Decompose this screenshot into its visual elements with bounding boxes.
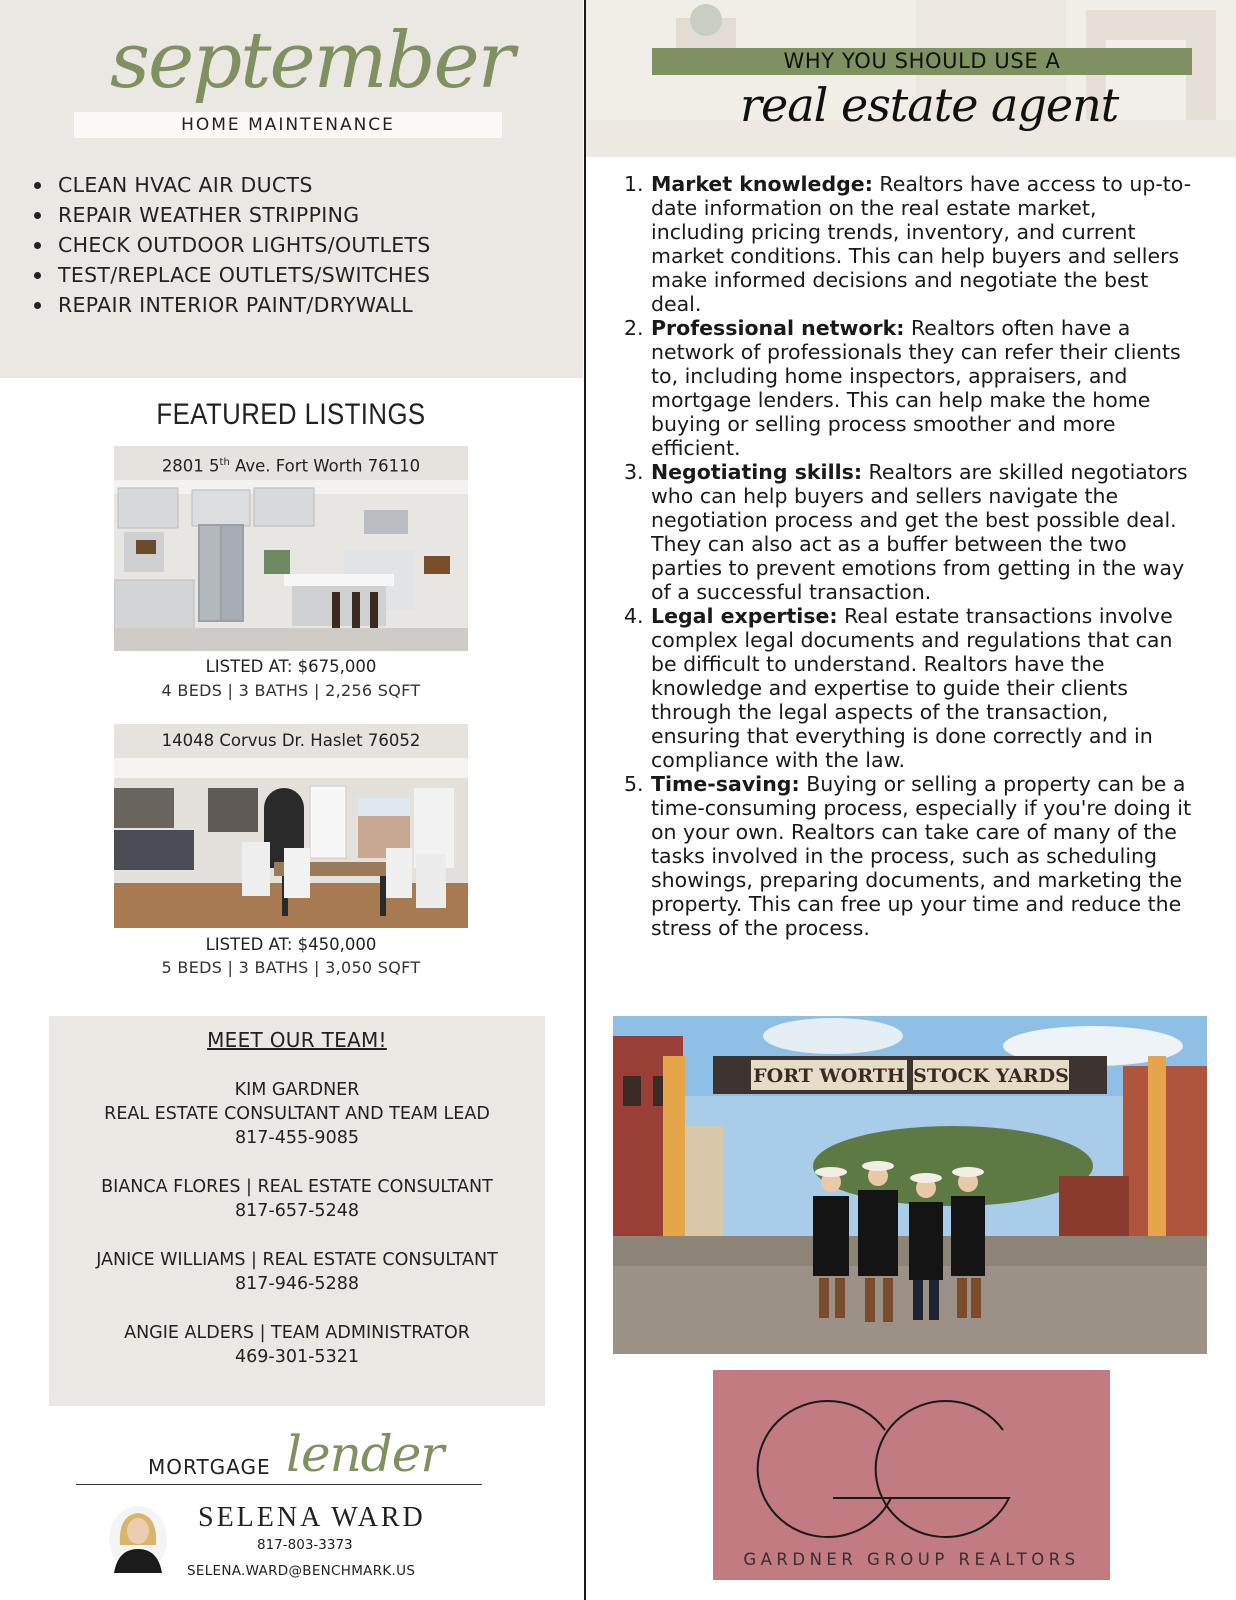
list-item: 1. Market knowledge: Realtors have access to up-to-date information on the real estate market, including pricing trends, inventory, and current market conditions. This can help buyers and sellers make informed decisions and negotiate the best deal.: [624, 172, 1192, 316]
list-item: CHECK OUTDOOR LIGHTS/OUTLETS: [30, 230, 431, 260]
sign-right-text: STOCK YARDS: [913, 1065, 1069, 1087]
maintenance-label: HOME MAINTENANCE: [74, 112, 502, 138]
list-item: REPAIR INTERIOR PAINT/DRYWALL: [30, 290, 431, 320]
gardner-group-logo: [713, 1370, 1110, 1580]
why-band: WHY YOU SHOULD USE A: [652, 48, 1192, 75]
sign-left-text: FORT WORTH: [753, 1065, 905, 1087]
dining-room-photo-icon: [114, 758, 468, 928]
lender-phone: 817-803-3373: [257, 1537, 353, 1553]
listing-1-specs: 4 BEDS | 3 BATHS | 2,256 SQFT: [161, 681, 421, 700]
lender-name: SELENA WARD: [198, 1502, 426, 1533]
team-member-1: BIANCA FLORES | REAL ESTATE CONSULTANT: [101, 1177, 493, 1197]
team-member-2: JANICE WILLIAMS | REAL ESTATE CONSULTANT: [96, 1250, 498, 1270]
team-lead-role: REAL ESTATE CONSULTANT AND TEAM LEAD: [104, 1104, 490, 1124]
team-photo-icon: [613, 1016, 1207, 1354]
maintenance-list: [30, 170, 431, 320]
mortgage-label: MORTGAGE: [148, 1455, 271, 1479]
team-member-3: ANGIE ALDERS | TEAM ADMINISTRATOR: [124, 1323, 470, 1343]
logo-text: GARDNER GROUP REALTORS: [743, 1550, 1080, 1569]
listing-2-specs: 5 BEDS | 3 BATHS | 3,050 SQFT: [161, 958, 421, 977]
featured-listings-title: FEATURED LISTINGS: [156, 398, 426, 431]
team-member-1-phone: 817-657-5248: [235, 1201, 359, 1221]
list-item: 4. Legal expertise: Real estate transactions involve complex legal documents and regulations that can be difficult to understand. Realtors have the knowledge and expertise to guide their clients through the legal aspects of the transaction, ensuring that everything is done correctly and in compliance with the law.: [624, 604, 1173, 772]
list-item: REPAIR WEATHER STRIPPING: [30, 200, 431, 230]
reasons-list: [624, 172, 1195, 940]
kitchen-photo-icon: [114, 480, 468, 651]
stockyards-photo[interactable]: [613, 1016, 1207, 1354]
listing-2-price: LISTED AT: $450,000: [205, 935, 377, 954]
listing-2-photo[interactable]: [114, 758, 468, 928]
team-title: MEET OUR TEAM!: [207, 1028, 387, 1052]
lender-script: lender: [286, 1425, 444, 1483]
why-script: real estate agent: [740, 78, 1119, 132]
list-item: 2. Professional network: Realtors often have a network of professionals they can refer their clients to, including home inspectors, appraisers, and mortgage lenders. This can help make the home buying or selling process smoother and more efficient.: [624, 316, 1181, 460]
list-item: TEST/REPLACE OUTLETS/SWITCHES: [30, 260, 431, 290]
listing-2-address: 14048 Corvus Dr. Haslet 76052: [114, 724, 468, 758]
list-item: 5. Time-saving: Buying or selling a property can be a time-consuming process, especially if you're doing it on your own. Realtors can take care of many of the tasks involved in the process, such as scheduling showings, preparing documents, and marketing the property. This can free up your time and reduce the stress of the process.: [624, 772, 1192, 940]
lender-portrait-icon: [108, 1505, 168, 1573]
team-lead-phone: 817-455-9085: [235, 1128, 359, 1148]
lender-email[interactable]: SELENA.WARD@BENCHMARK.US: [187, 1563, 416, 1579]
maintenance-script-title: september: [110, 16, 513, 106]
avatar: [108, 1505, 168, 1573]
lender-divider: [76, 1484, 482, 1485]
team-member-2-phone: 817-946-5288: [235, 1274, 359, 1294]
gg-monogram-icon: [713, 1370, 1110, 1580]
listing-1-photo[interactable]: [114, 480, 468, 651]
listing-1-price: LISTED AT: $675,000: [205, 657, 377, 676]
team-member-3-phone: 469-301-5321: [235, 1347, 359, 1367]
team-lead-name: KIM GARDNER: [234, 1080, 360, 1100]
column-divider: [584, 0, 586, 1600]
list-item: CLEAN HVAC AIR DUCTS: [30, 170, 431, 200]
listing-1-address: 2801 5th Ave. Fort Worth 76110: [114, 446, 468, 480]
list-item: 3. Negotiating skills: Realtors are skilled negotiators who can help buyers and sellers navigate the negotiation process and get the best possible deal. They can also act as a buffer between the two parties to prevent emotions from getting in the way of a successful transaction.: [624, 460, 1188, 604]
